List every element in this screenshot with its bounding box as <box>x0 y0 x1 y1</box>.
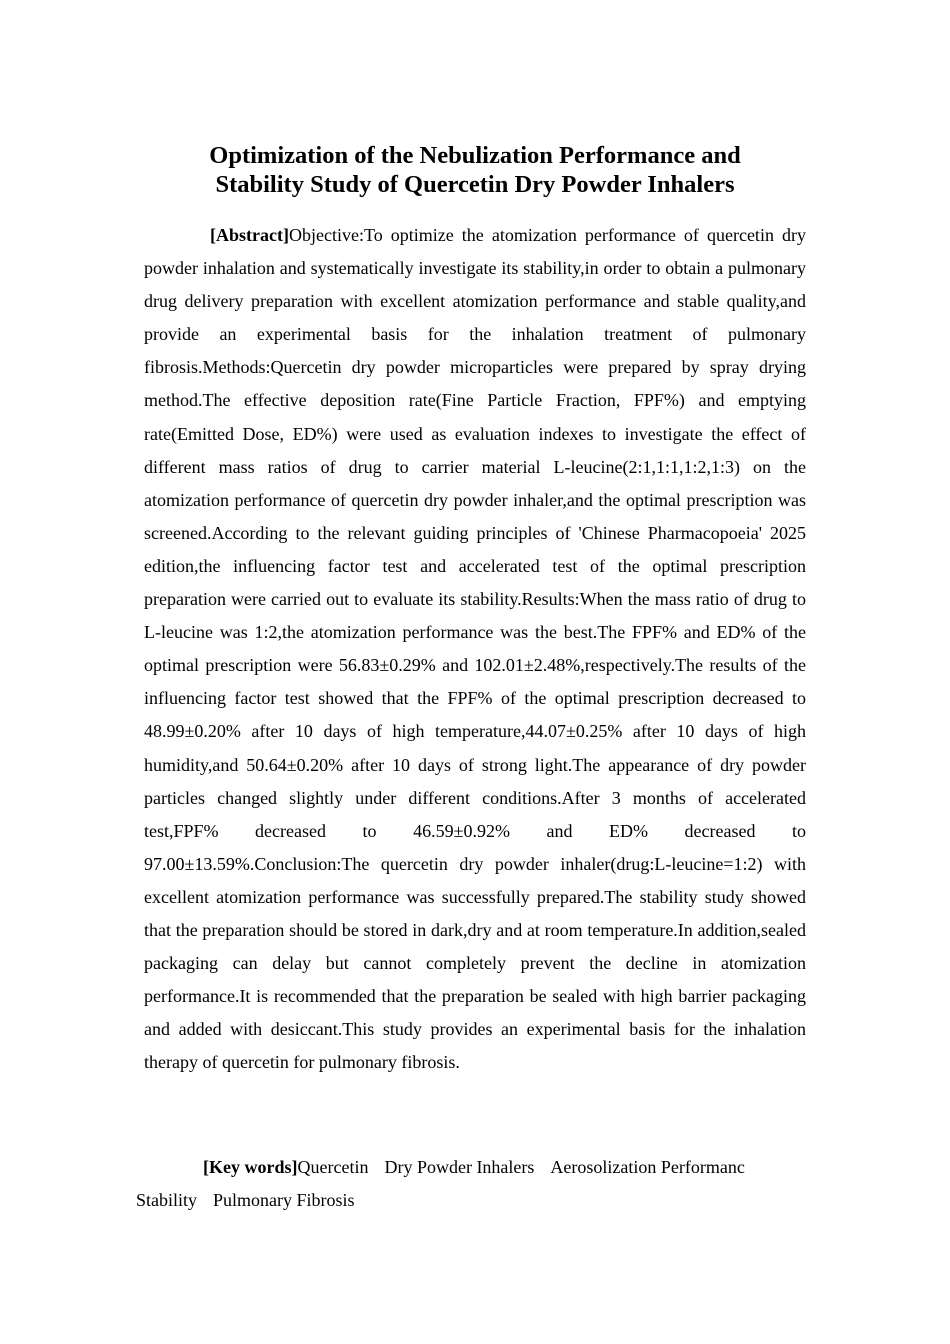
paper-title-line-1: Optimization of the Nebulization Performance and <box>209 142 741 169</box>
keywords-label: [Key words] <box>203 1157 298 1177</box>
keyword: Aerosolization Performanc <box>550 1157 745 1177</box>
abstract-label: [Abstract] <box>210 225 289 245</box>
keyword: Dry Powder Inhalers <box>384 1157 535 1177</box>
abstract-text: Objective:To optimize the atomization performance of quercetin dry powder inhalation and systematically investigate its stability,in order to obtain a pulmonary drug delivery preparation with excellent atomization performance and stable quality,and provide an experimental basis for the inhalation treatment of pulmonary fibrosis.Methods:Quercetin dry powder microparticles were prepared by spray drying method.The effective deposition rate(Fine Particle Fraction, FPF%) and emptying rate(Emitted Dose, ED%) were used as evaluation indexes to investigate the effect of different mass ratios of drug to carrier material L-leucine(2:1,1:1,1:2,1:3) on the atomization performance of quercetin dry powder inhaler,and the optimal prescription was screened.According to the relevant guiding principles of 'Chinese Pharmacopoeia' 2025 edition,the influencing factor test and accelerated test of the optimal prescription preparation were carried out to evaluate its stability.Results:When the mass ratio of drug to L-leucine was 1:2,the atomization performance was the best.The FPF% and ED% of the optimal prescription were 56.83±0.29% and 102.01±2.48%,respectively.The results of the influencing factor test showed that the FPF% of the optimal prescription decreased to 48.99±0.20% after 10 days of high temperature,44.07±0.25% after 10 days of high humidity,and 50.64±0.20% after 10 days of strong light.The appearance of dry powder particles changed slightly under different conditions.After 3 months of accelerated test,FPF% decreased to 46.59±0.92% and ED% decreased to 97.00±13.59%.Conclusion:The quercetin dry powder inhaler(drug:L-leucine=1:2) with excellent atomization performance was successfully prepared.The stability study showed that the preparation should be stored in dark,dry and at room temperature.In addition,sealed packaging can delay but cannot completely prevent the decline in atomization performance.It is recommended that the preparation be sealed with high barrier packaging and added with desiccant.This study provides an experimental basis for the inhalation therapy of quercetin for pulmonary fibrosis. <box>144 225 806 1073</box>
keyword: Pulmonary Fibrosis <box>213 1190 355 1210</box>
keywords-paragraph <box>136 1151 806 1217</box>
keyword: Quercetin <box>297 1157 369 1177</box>
keyword: Stability <box>136 1190 198 1210</box>
paper-title-line-2: Stability Study of Quercetin Dry Powder Inhalers <box>215 171 735 198</box>
abstract-paragraph <box>144 219 806 1079</box>
paper-title <box>140 141 810 199</box>
